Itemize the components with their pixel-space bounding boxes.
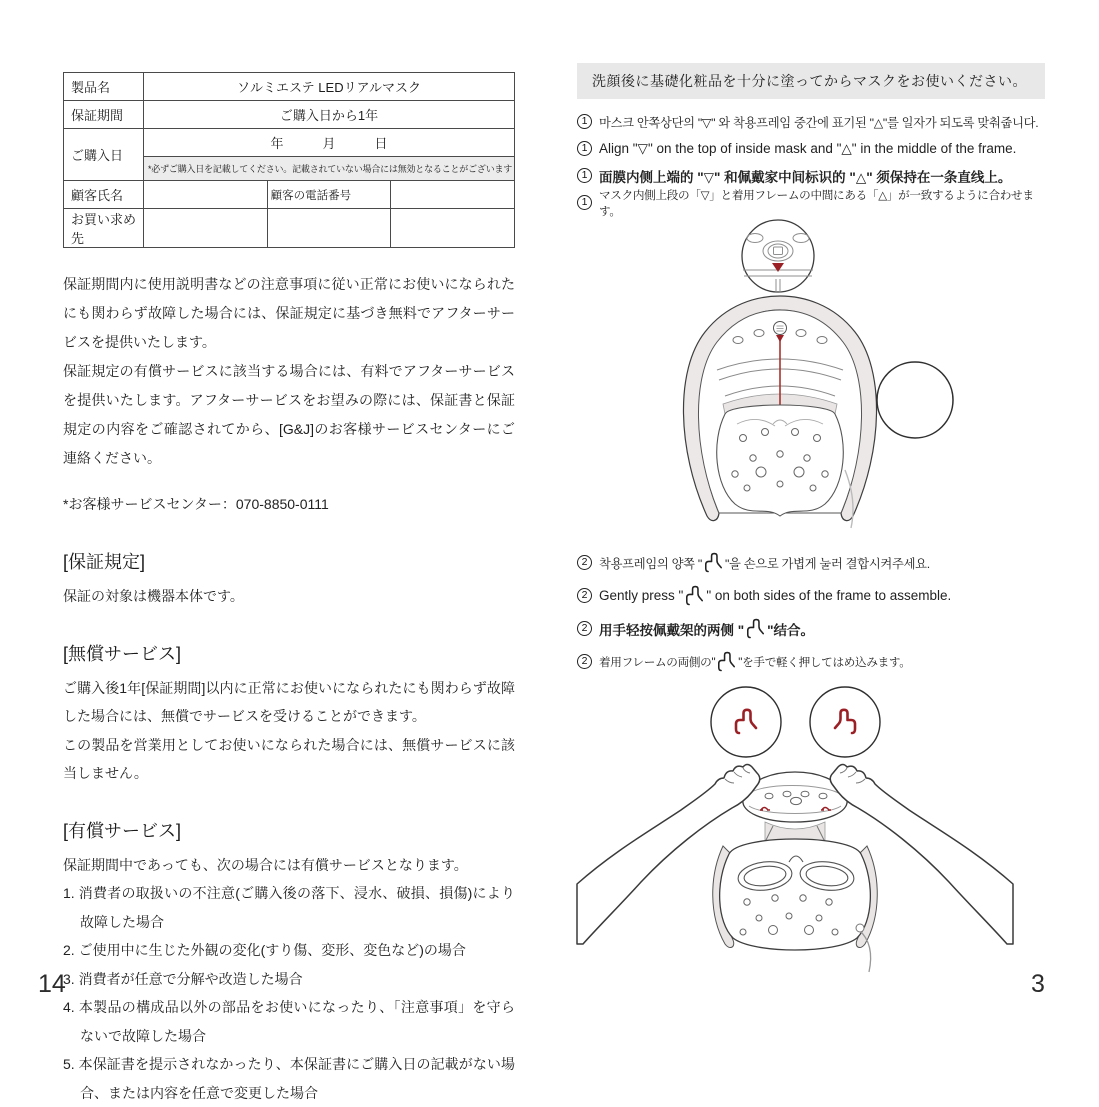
clip-icon: [705, 552, 722, 574]
section-line: 保証期間中であっても、次の場合には有償サービスとなります。: [63, 851, 515, 880]
instruction-text: "을 손으로 가볍게 눌러 결합시켜주세요.: [725, 554, 930, 572]
instruction-text: "结合。: [767, 619, 814, 639]
frame-press-illustration: [577, 684, 1045, 976]
section-line: この製品を営業用としてお使いになられた場合には、無償サービスに該当しません。: [63, 731, 515, 788]
list-item: 3. 消費者が任意で分解や改造した場合: [63, 965, 515, 994]
step2-line-chinese: [577, 612, 1045, 645]
warranty-page: [63, 72, 515, 1107]
warranty-intro-paragraph-1: 保証期間内に使用説明書などの注意事項に従い正常にお使いになられたにも関わらず故障した場合には、保証規定に基づき無料でアフターサービスを提供いたします。: [63, 270, 515, 357]
section-title: [保証規定]: [63, 550, 515, 574]
instruction-text: 着用フレームの両側の": [599, 654, 715, 670]
clip-callout-left: [711, 687, 781, 757]
instruction-text: 착용프레임의 양쪽 ": [599, 554, 702, 572]
warranty-period-value: ご購入日から1年: [144, 101, 515, 129]
table-row: [64, 129, 515, 157]
customer-phone-label: 顧客の電話番号: [267, 181, 391, 209]
list-item: 2. ご使用中に生じた外観の変化(すり傷、変形、変色など)の場合: [63, 936, 515, 965]
step1-line-korean: [577, 110, 1045, 133]
purchase-date-note: *必ずご購入日を記載してください。記載されていない場合には無効となることがございます: [144, 157, 515, 181]
warranty-table: [63, 72, 515, 248]
step2-instructions: [577, 546, 1045, 678]
clip-callout-right: [810, 687, 880, 757]
store-field-3: [391, 209, 515, 248]
list-item: 5. 本保証書を提示されなかったり、本保証書にご購入日の記載がない場合、または内容を任意で変更した場合: [63, 1050, 515, 1107]
purchase-date-label: ご購入日: [64, 129, 144, 181]
customer-name-field: [144, 181, 268, 209]
step1-instructions: [577, 110, 1045, 214]
table-row: [64, 209, 515, 248]
clip-icon: [718, 651, 735, 673]
section-paid-service: [63, 819, 515, 1107]
step1-line-english: [577, 137, 1045, 160]
step-number-badge: 1: [577, 114, 592, 129]
step2-line-japanese: [577, 645, 1045, 678]
step-number-badge: 1: [577, 195, 592, 210]
instruction-text: "を手で軽く押してはめ込みます。: [738, 654, 910, 670]
warranty-intro-paragraph-2: 保証規定の有償サービスに該当する場合には、有料でアフターサービスを提供いたします。アフターサービスをお望みの際には、保証書と保証規定の内容をご確認されてから、[G&J]のお客様サービスセンターにご連絡ください。: [63, 357, 515, 473]
step-number-badge: 2: [577, 588, 592, 603]
store-field-1: [144, 209, 268, 248]
empty-callout-circle: [877, 362, 953, 438]
product-name-value: ソルミエステ LEDリアルマスク: [144, 73, 515, 101]
customer-name-label: 顧客氏名: [64, 181, 144, 209]
table-row: [64, 73, 515, 101]
instruction-text: " on both sides of the frame to assemble.: [706, 588, 951, 603]
page-number-right: 3: [1031, 970, 1045, 999]
table-row: [64, 101, 515, 129]
warranty-period-label: 保証期間: [64, 101, 144, 129]
product-name-label: 製品名: [64, 73, 144, 101]
instruction-text: Align "▽" on the top of inside mask and "△" in the middle of the frame.: [599, 141, 1016, 157]
store-label: お買い求め先: [64, 209, 144, 248]
step-number-badge: 1: [577, 141, 592, 156]
step1-line-japanese: [577, 191, 1045, 214]
page-number-left: 14: [38, 970, 66, 999]
clip-icon: [747, 618, 764, 640]
instructions-page: [577, 63, 1045, 976]
instruction-text: 마스크 안쪽상단의 "▽" 와 착용프레임 중간에 표기된 "△"를 일자가 되도록 맞춰줍니다.: [599, 113, 1038, 131]
instruction-text: Gently press ": [599, 588, 683, 603]
section-line: 保証の対象は機器本体です。: [63, 582, 515, 611]
customer-phone-field: [391, 181, 515, 209]
usage-notice-banner: 洗顔後に基礎化粧品を十分に塗ってからマスクをお使いください。: [577, 63, 1045, 99]
table-row: [64, 181, 515, 209]
step-number-badge: 2: [577, 555, 592, 570]
section-warranty-rules: [63, 550, 515, 611]
mask-front-view: [683, 296, 876, 528]
section-free-service: [63, 642, 515, 788]
step2-line-korean: [577, 546, 1045, 579]
instruction-text: 面膜内侧上端的 "▽" 和佩戴家中间标识的 "△" 须保持在一条直线上。: [599, 166, 1011, 186]
step2-line-english: [577, 579, 1045, 612]
step1-line-chinese: [577, 164, 1045, 187]
list-item: 1. 消費者の取扱いの不注意(ご購入後の落下、浸水、破損、損傷)により故障した場合: [63, 879, 515, 936]
section-title: [無償サービス]: [63, 642, 515, 666]
step-number-badge: 2: [577, 621, 592, 636]
section-title: [有償サービス]: [63, 819, 515, 843]
step-number-badge: 1: [577, 168, 592, 183]
step-number-badge: 2: [577, 654, 592, 669]
purchase-date-field: 年 月 日: [144, 129, 515, 157]
service-center-line: *お客様サービスセンター：070-8850-0111: [63, 490, 515, 519]
list-item: 4. 本製品の構成品以外の部品をお使いになったり、「注意事項」を守らないで故障した場合: [63, 993, 515, 1050]
mask-alignment-illustration: [577, 218, 1045, 534]
clip-icon: [686, 585, 703, 607]
section-line: ご購入後1年[保証期間]以内に正常にお使いになられたにも関わらず故障した場合には、無償でサービスを受けることができます。: [63, 674, 515, 731]
detail-callout-circle: [742, 220, 814, 292]
store-field-2: [267, 209, 391, 248]
instruction-text: 用手轻按佩戴架的两侧 ": [599, 619, 744, 639]
instruction-text: マスク内側上段の「▽」と着用フレームの中間にある「△」が一致するように合わせます。: [599, 187, 1045, 219]
